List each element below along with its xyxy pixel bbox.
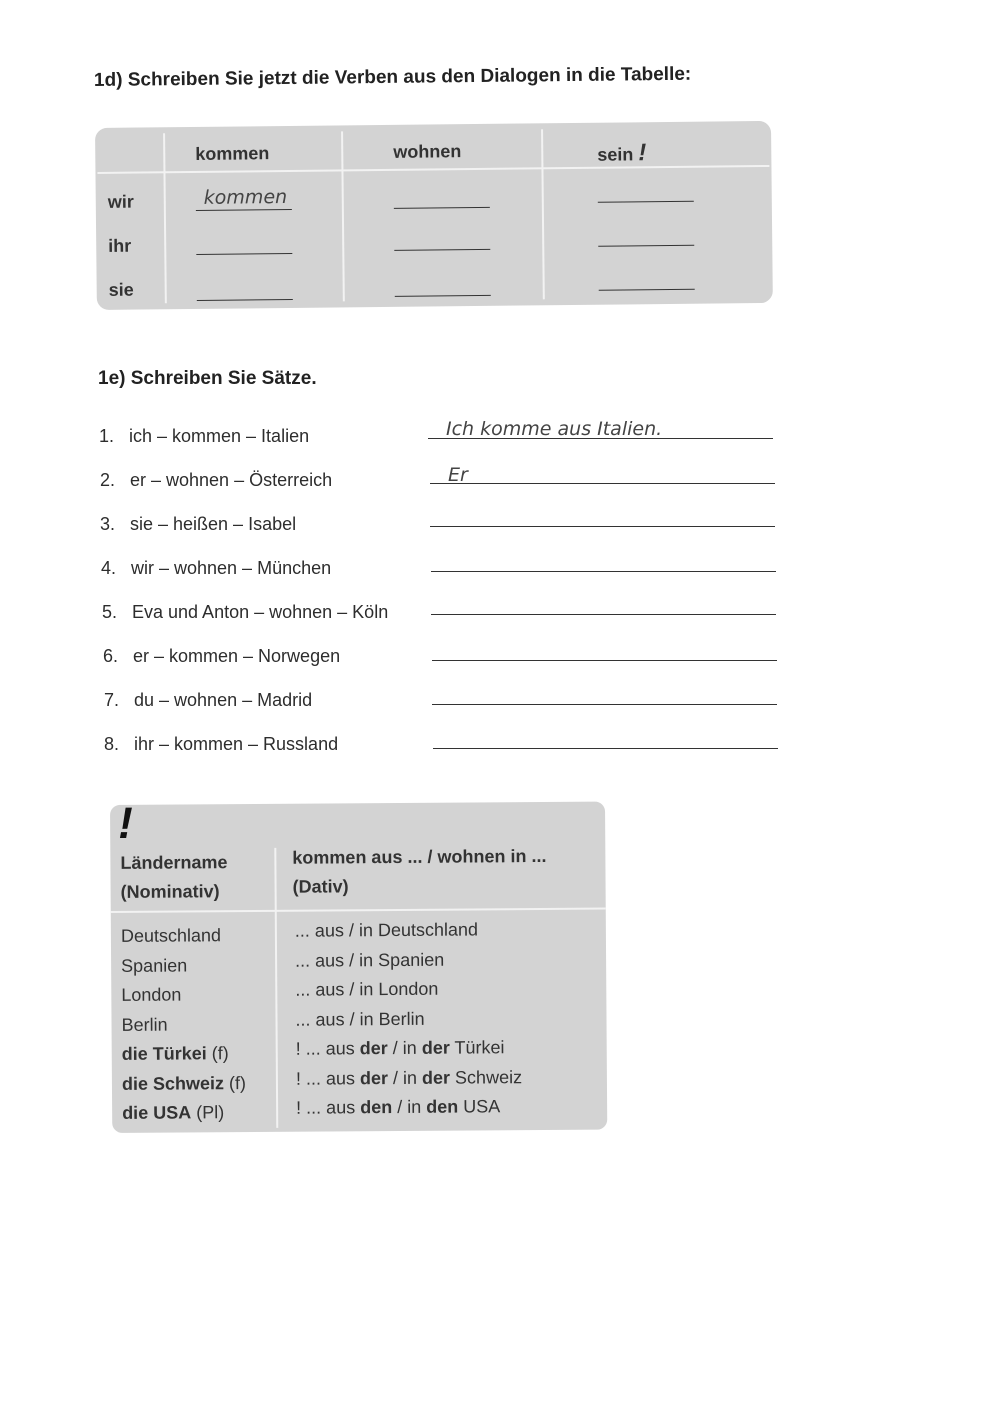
blank-ihr-wohnen[interactable]: [394, 248, 490, 251]
header-right: [292, 842, 546, 902]
table-divider: [541, 129, 545, 299]
item-number: 3.: [100, 514, 116, 534]
item-number: 4.: [101, 558, 117, 578]
item-number: 2.: [100, 470, 116, 490]
list-item: [104, 734, 338, 755]
country-name: Berlin: [121, 1014, 168, 1035]
item-number: 5.: [102, 602, 118, 622]
country-name: Deutschland: [120, 925, 222, 946]
column-header-sein-label: sein: [597, 144, 634, 165]
dativ-form: ! ... aus der / in der Schweiz: [295, 1066, 523, 1089]
header-right-line-1: kommen aus ... / wohnen in ...: [292, 845, 547, 868]
gender-marker: (f): [223, 1072, 247, 1093]
item-number: 8.: [104, 734, 120, 754]
list-item: [101, 558, 331, 579]
exclamation-icon: !: [638, 139, 647, 167]
verb-table: [95, 121, 773, 310]
country-name: [122, 1098, 246, 1128]
answer-line[interactable]: [433, 747, 778, 749]
header-left-line-1: Ländername: [120, 852, 228, 873]
item-prompt: du – wohnen – Madrid: [134, 690, 313, 710]
country-name: London: [121, 984, 182, 1005]
country-name-bold: die USA: [122, 1102, 192, 1123]
list-item: [100, 470, 332, 491]
dativ-form: ... aus / in Berlin: [295, 1008, 425, 1030]
gender-marker: (f): [206, 1043, 229, 1064]
column-header-wohnen: wohnen: [393, 141, 462, 162]
answer-line[interactable]: [431, 613, 776, 615]
item-prompt: ich – kommen – Italien: [129, 426, 310, 446]
item-prompt: wir – wohnen – München: [131, 558, 332, 578]
dativ-form: ... aus / in Spanien: [295, 949, 445, 971]
blank-sie-kommen[interactable]: [197, 298, 293, 301]
dativ-form: ... aus / in London: [295, 978, 439, 1000]
table-divider: [163, 133, 167, 303]
answer-line[interactable]: [432, 703, 777, 705]
list-item: [100, 514, 296, 535]
row-label-wir: wir: [107, 191, 134, 212]
box-divider: [274, 848, 278, 1128]
item-prompt: Eva und Anton – wohnen – Köln: [132, 602, 389, 622]
list-item: [99, 426, 309, 447]
blank-ihr-sein[interactable]: [598, 244, 694, 247]
exercise-1d-title: 1d) Schreiben Sie jetzt die Verben aus den Dialogen in die Tabelle:: [93, 63, 692, 91]
blank-wir-sein[interactable]: [598, 200, 694, 203]
country-name-column: [121, 921, 246, 1128]
answer-line[interactable]: [430, 482, 775, 484]
list-item: [102, 602, 388, 623]
column-header-sein: [597, 139, 646, 168]
country-grammar-box: [110, 798, 607, 1133]
table-divider: [341, 131, 345, 301]
table-header-divider: [97, 165, 769, 174]
row-label-ihr: ihr: [108, 235, 132, 256]
exclamation-icon: !: [117, 798, 133, 848]
answer-line[interactable]: [430, 525, 775, 527]
dativ-form: ... aus / in Deutschland: [294, 919, 479, 941]
exercise-1e-title: 1e) Schreiben Sie Sätze.: [98, 368, 317, 389]
item-prompt: ihr – kommen – Russland: [134, 734, 339, 754]
item-number: 7.: [104, 690, 120, 710]
blank-sie-sein[interactable]: [599, 288, 695, 291]
item-prompt: sie – heißen – Isabel: [130, 514, 297, 534]
dativ-form: ! ... aus der / in der Türkei: [295, 1037, 505, 1059]
dativ-column: [295, 915, 523, 1123]
blank-sie-wohnen[interactable]: [395, 294, 491, 297]
answer-line[interactable]: [431, 570, 776, 572]
answer-line[interactable]: [428, 437, 773, 439]
blank-wir-wohnen[interactable]: [394, 206, 490, 209]
answer-text[interactable]: Er: [448, 464, 468, 486]
list-item: [103, 646, 340, 667]
item-number: 1.: [99, 426, 115, 446]
dativ-form: ! ... aus den / in den USA: [296, 1096, 501, 1118]
blank-ihr-kommen[interactable]: [196, 252, 292, 255]
item-prompt: er – wohnen – Österreich: [130, 470, 333, 490]
header-left-line-2: (Nominativ): [120, 881, 220, 902]
country-name: [122, 1069, 246, 1099]
answer-wir-kommen[interactable]: kommen: [203, 185, 288, 209]
row-label-sie: sie: [108, 279, 134, 300]
column-header-kommen: kommen: [195, 143, 270, 164]
country-name: Spanien: [121, 954, 188, 976]
item-number: 6.: [103, 646, 119, 666]
header-right-line-2: (Dativ): [292, 876, 349, 897]
answer-line[interactable]: [432, 659, 777, 661]
country-name: [122, 1039, 246, 1069]
gender-marker: (Pl): [191, 1102, 225, 1123]
blank-wir-kommen[interactable]: [196, 208, 292, 211]
box-header-divider: [111, 908, 606, 913]
country-name-bold: die Türkei: [121, 1043, 207, 1064]
header-left: [120, 848, 227, 907]
item-prompt: er – kommen – Norwegen: [133, 646, 341, 666]
answer-text[interactable]: Ich komme aus Italien.: [446, 418, 663, 440]
country-name-bold: die Schweiz: [121, 1072, 225, 1094]
list-item: [104, 690, 312, 711]
